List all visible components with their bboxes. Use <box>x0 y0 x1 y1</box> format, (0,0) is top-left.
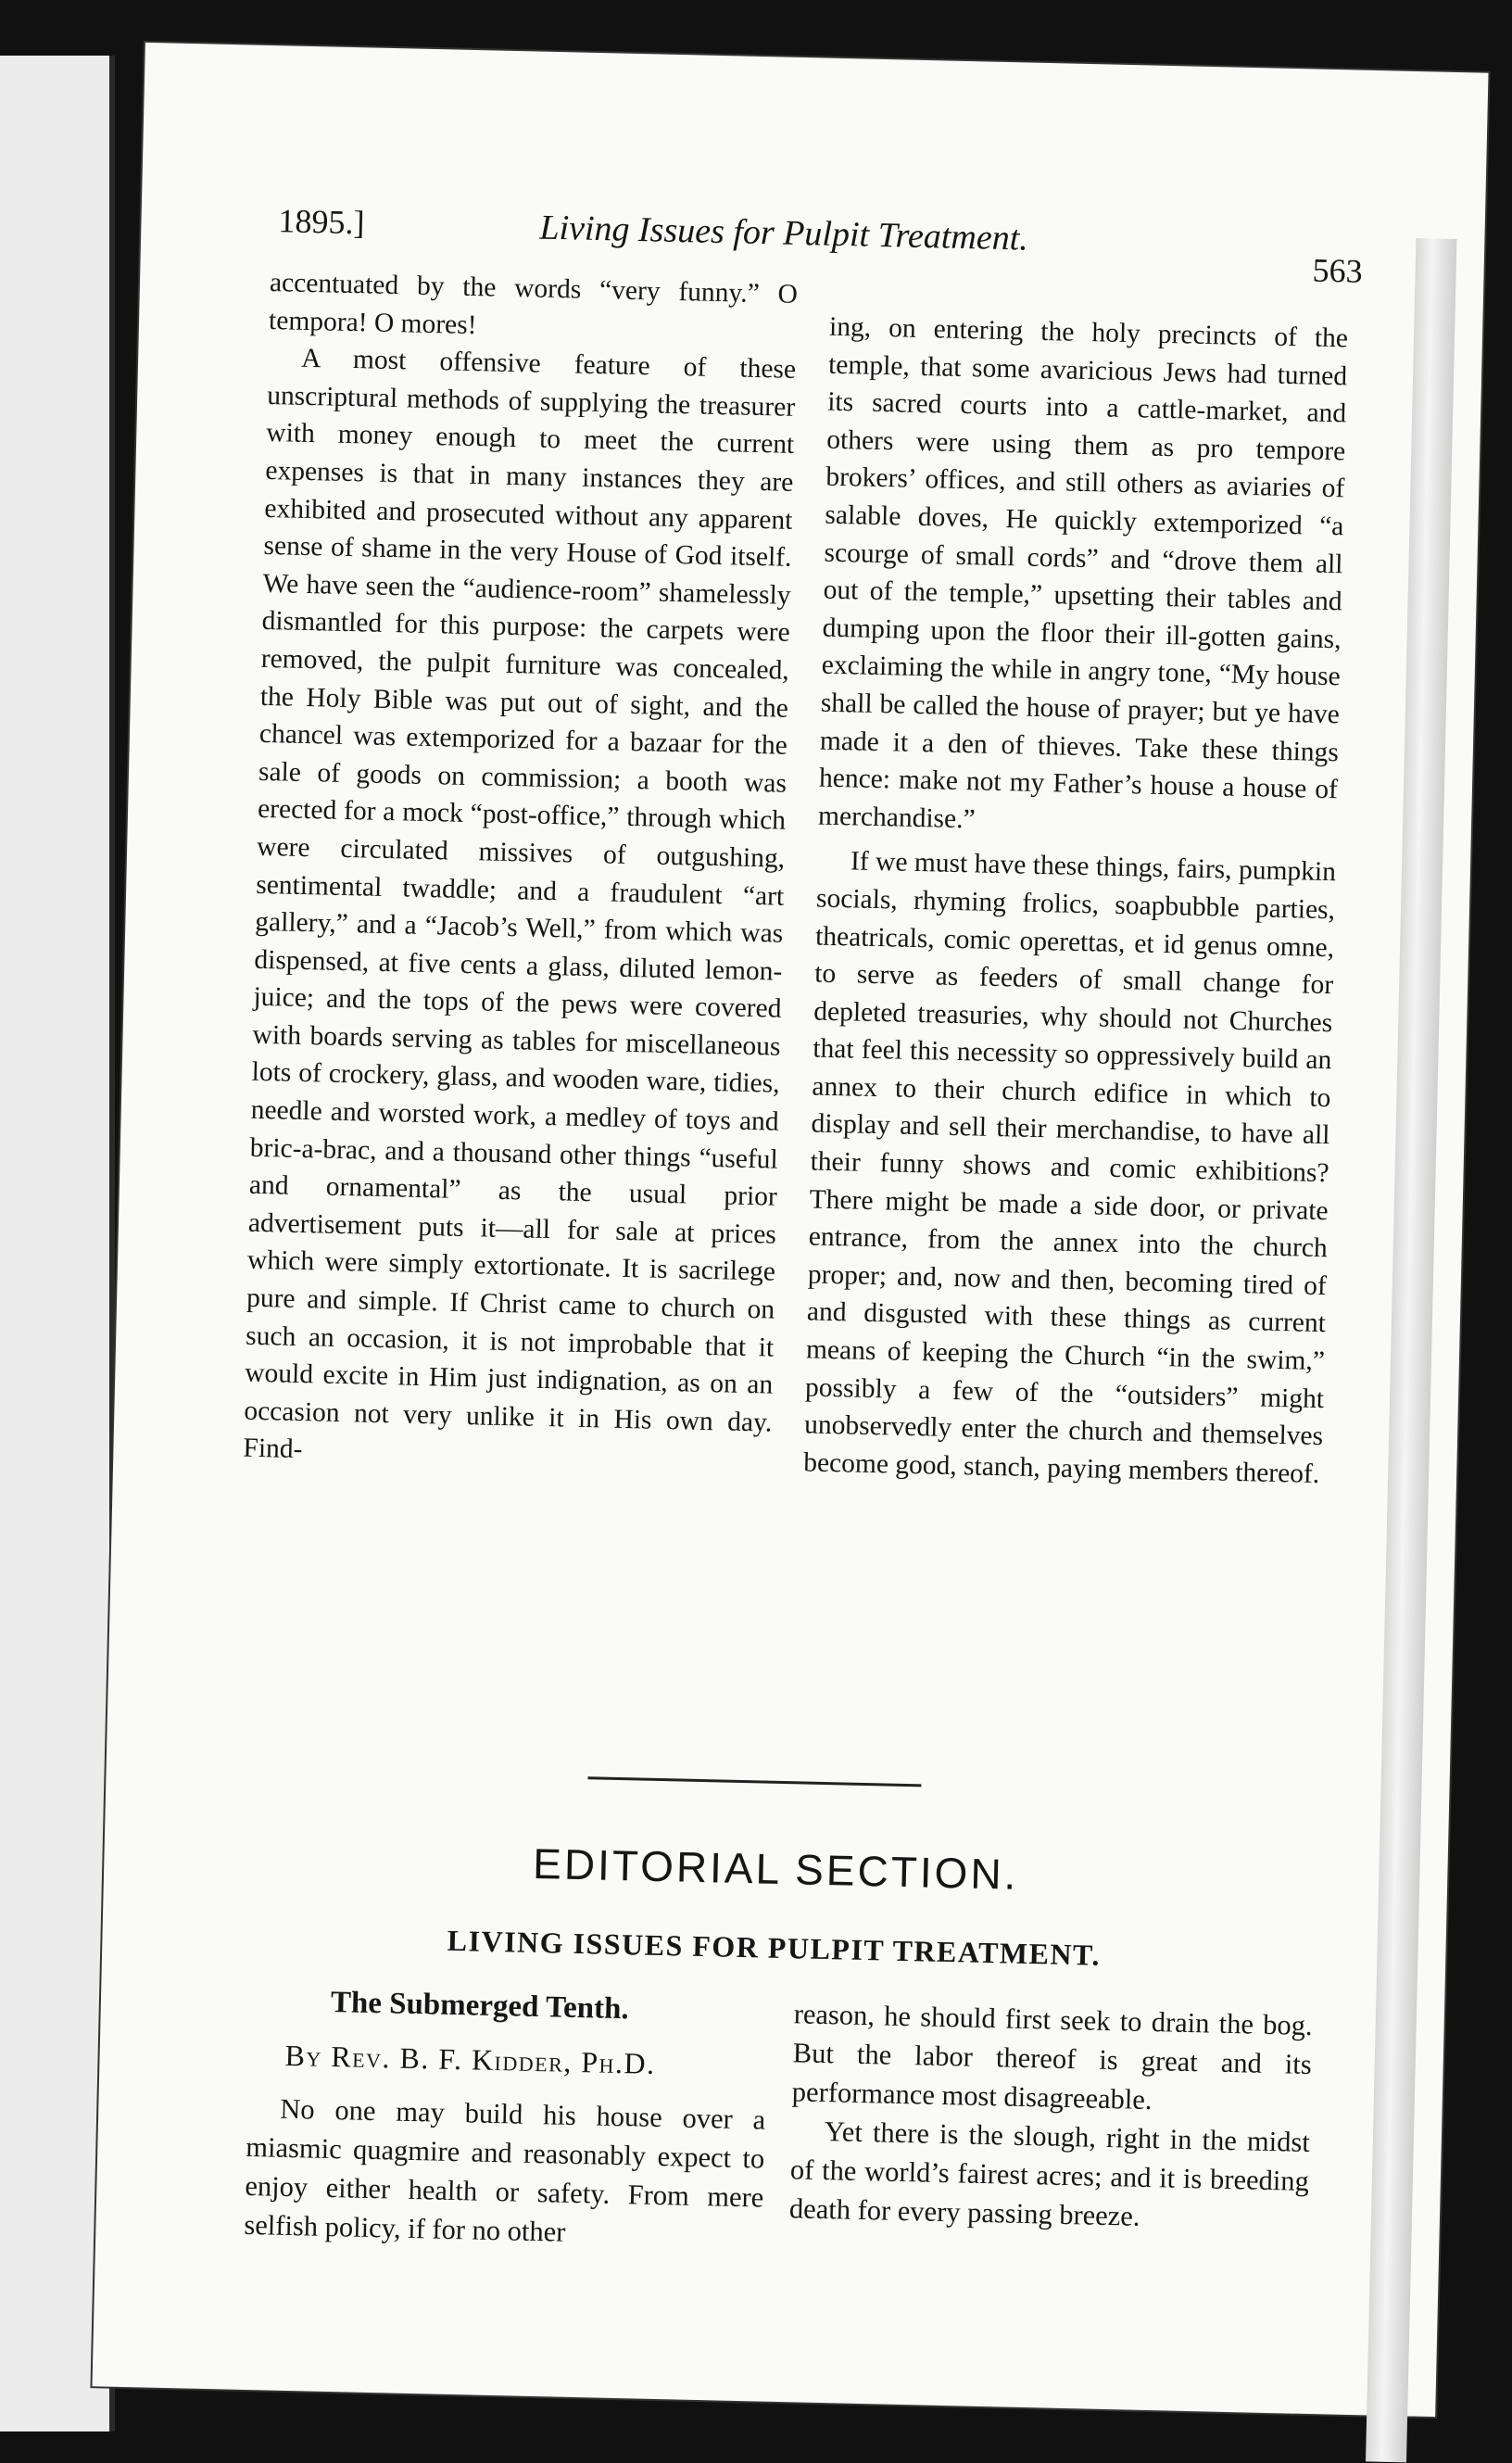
running-head-title: Living Issues for Pulpit Treatment. <box>538 208 1029 259</box>
paragraph: If we must have these things, fairs, pumpkin socials, rhyming frolics, soapbubble parties, theatricals, comic operettas, et id genus omne, to serve as feeders of small change for depleted treasuries, why should not Churches that feel this necessity so oppressively build an annex to their church edifice in which to display and sell their merchandise, to have all their funny shows and comic exhibitions? There might be made a side door, or private entrance, from the annex into the church proper; and, now and then, becoming tired of and disgusted with these things as current means of keeping the Church “in the swim,” possibly a few of the “outsiders” might unobservedly enter the church and themselves become good, stanch, paying members thereof. <box>802 846 1337 1489</box>
paragraph: reason, he should first seek to drain the bog. But the labor thereof is great and its performance most disagreeable. <box>791 1998 1314 2116</box>
paragraph: A most offensive feature of these unscriptural methods of supplying the treasurer with money enough to meet the current expenses is that in many instances they are exhibited and prosecuted without any apparent sense of shame in the very House of God itself. We have seen the “audience-room” shamelessly dismantled for this purpose: the carpets were removed, the pulpit furniture was concealed, the Holy Bible was put out of sight, and the chancel was extemporized for a bazaar for the sale of goods on commission; a booth was erected for a mock “post-office,” through which were circulated missives of outgushing, sentimental twaddle; and a fraudulent “art gallery,” and a “Jacob’s Well,” from which was dispensed, at five cents a glass, diluted lemon-juice; and the tops of the pews were covered with boards serving as tables for miscellaneous lots of crockery, glass, and wooden ware, tidies, needle and worsted work, a medley of toys and bric-a-brac, and a thousand other things “useful and ornamental” as the usual prior advertisement puts it—all for sale at prices which were simply extortionate. It is sacrilege pure and simple. If Christ came to church on such an occasion, it is not improbable that it would excite in Him just indignation, as on an occasion not very unlike it in His own day. Find- <box>243 343 797 1465</box>
section-title: EDITORIAL SECTION. <box>532 1838 1020 1899</box>
right-column <box>803 309 1349 1494</box>
book-page <box>92 43 1488 2417</box>
running-head-year: 1895.] <box>278 202 365 242</box>
adjacent-page-edge <box>0 56 115 2431</box>
article-title: The Submerged Tenth. <box>330 1985 630 2027</box>
section-divider <box>587 1776 921 1787</box>
paragraph: ing, on entering the holy precincts of the temple, that some avaricious Jews had turned its sacred courts into a cattle-market, and others were using them as pro tempore brokers’ offices, and still others as aviaries of salable doves, He quickly extemporized “a scourge of small cords” and “drove them all out of the temple,” upsetting their tables and dumping upon the floor their ill-gotten gains, exclaiming the while in angry tone, “My house shall be called the house of prayer; but ye have made it a den of thieves. Take these things hence: make not my Father’s house a house of merchandise.” <box>817 311 1349 835</box>
left-column <box>243 264 798 1480</box>
paragraph: Yet there is the slough, right in the midst of the world’s fairest acres; and it is breeding death for every passing breeze. <box>788 2116 1311 2232</box>
article-left-column <box>244 2089 766 2256</box>
paragraph: accentuated by the words “very funny.” O tempora! O mores! <box>268 267 799 340</box>
article-right-column <box>789 1994 1314 2240</box>
byline: By Rev. B. F. Kidder, Ph.D. <box>284 2038 657 2080</box>
subsection-title: LIVING ISSUES FOR PULPIT TREATMENT. <box>447 1923 1102 1972</box>
page-number: 563 <box>1312 251 1364 290</box>
page-stack-edge <box>1366 238 1456 2462</box>
paragraph: No one may build his house over a miasmic quagmire and reasonably expect to enjoy either health or safety. From mere selfish policy, if for no other <box>244 2092 766 2248</box>
